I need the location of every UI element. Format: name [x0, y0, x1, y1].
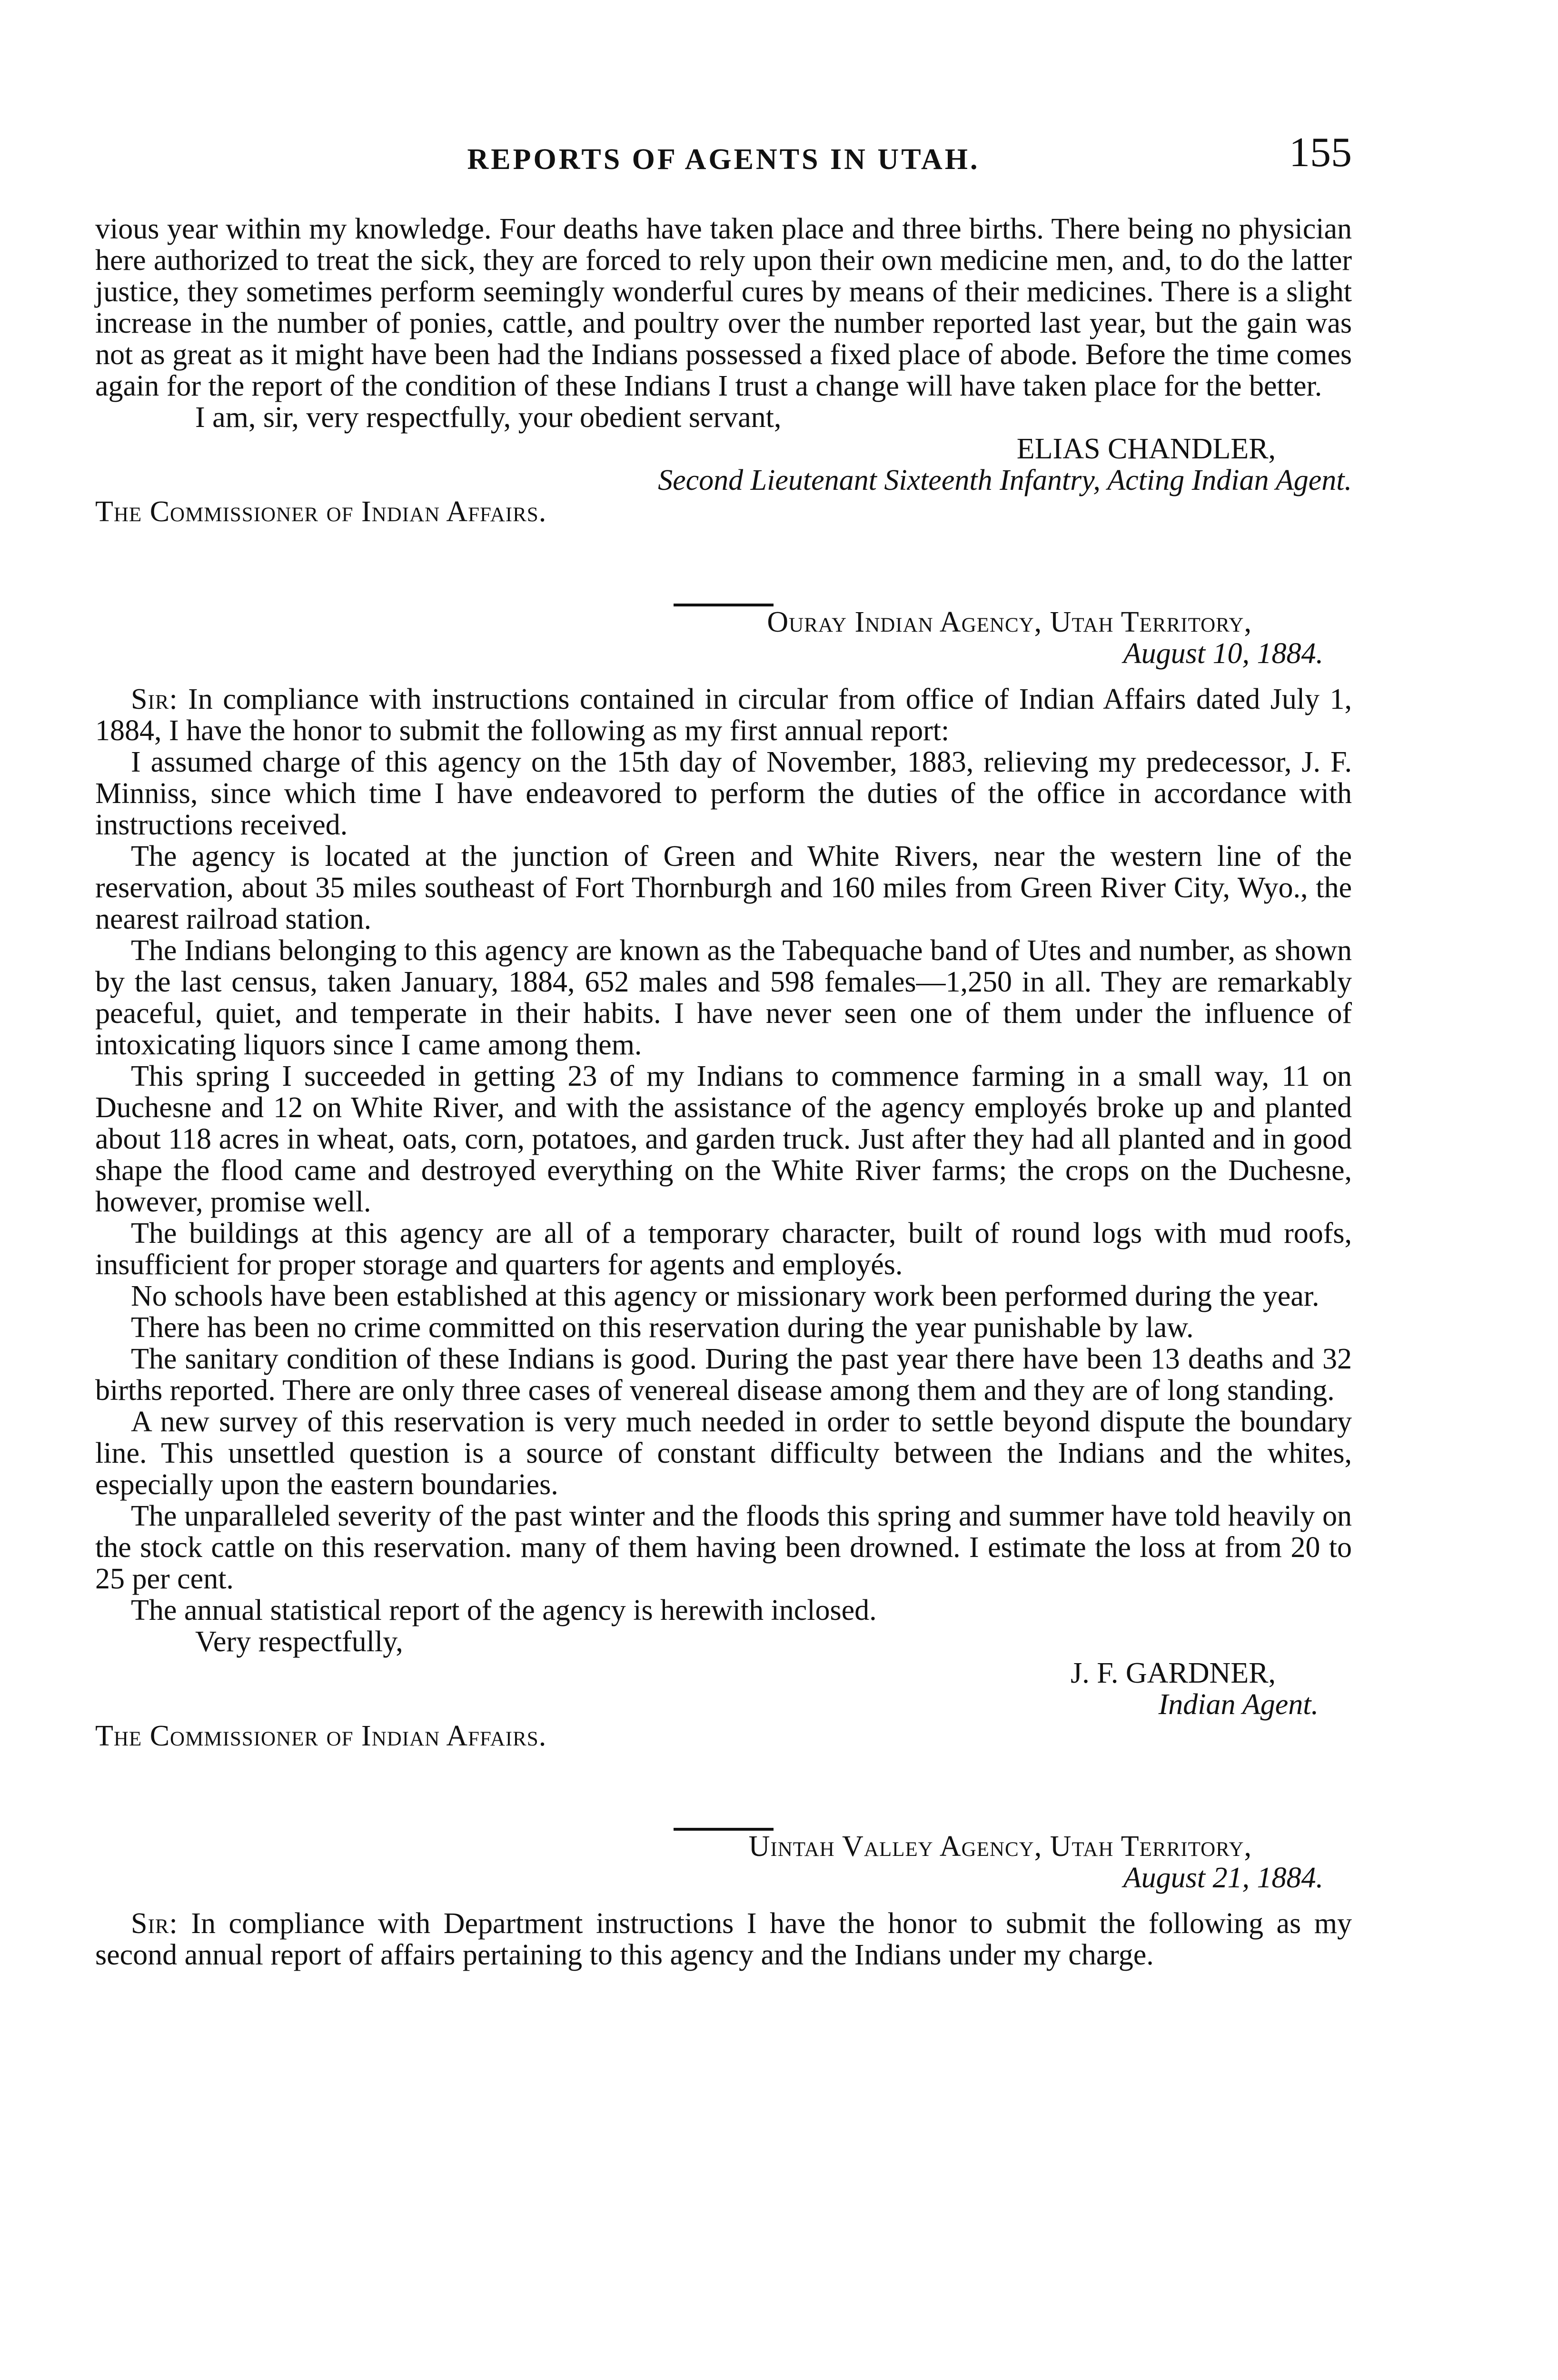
ouray-salutation: Sir: — [131, 683, 178, 715]
page-body — [95, 213, 1352, 1971]
ouray-paragraph-10: A new survey of this reservation is very much needed in order to settle beyond dispute the boundary line. This unsettled question is a source of constant difficulty between the Indians and the whites, especially upon the eastern boundaries. — [95, 1406, 1352, 1501]
ouray-paragraph-4: The Indians belonging to this agency are known as the Tabequache band of Utes and number, as shown by the last census, taken January, 1884, 652 males and 598 females—1,250 in all. They are remarkably peaceful, quiet, and temperate in their habits. I have never seen one of them under the influence of intoxicating liquors since I came among them. — [95, 934, 1352, 1061]
uintah-dateline-place: Uintah Valley Agency, Utah Territory, — [748, 1830, 1252, 1863]
chandler-closing: I am, sir, very respectfully, your obedient servant, — [195, 401, 782, 434]
page-header — [95, 129, 1352, 181]
ouray-paragraph-9: The sanitary condition of these Indians is good. During the past year there have been 13 deaths and 32 births reported. There are only three cases of venereal disease among them and they are of long standing. — [95, 1343, 1352, 1407]
ouray-paragraph-6: The buildings at this agency are all of a temporary character, built of round logs with mud roofs, insufficient for proper storage and quarters for agents and employés. — [95, 1217, 1352, 1281]
uintah-salutation: Sir: — [131, 1907, 178, 1940]
ouray-dateline-date: August 10, 1884. — [1123, 637, 1323, 670]
uintah-paragraph-1-text: In compliance with Department instructions I have the honor to submit the following as my second annual report of affairs pertaining to this agency and the Indians under my charge. — [95, 1907, 1352, 1971]
ouray-paragraph-8: There has been no crime committed on this reservation during the year punishable by law. — [131, 1311, 1194, 1344]
ouray-paragraph-2: I assumed charge of this agency on the 15th day of November, 1883, relieving my predecessor, J. F. Minniss, since which time I have endeavored to perform the duties of the office in accordance with instructions received. — [95, 746, 1352, 841]
ouray-paragraph-12: The annual statistical report of the agency is herewith inclosed. — [131, 1594, 877, 1626]
ouray-paragraph-1-text: In compliance with instructions contained in circular from office of Indian Affairs dated July 1, 1884, I have the honor to submit the following as my first annual report: — [95, 683, 1352, 747]
chandler-signer: ELIAS CHANDLER, — [1016, 433, 1276, 465]
uintah-dateline-date: August 21, 1884. — [1123, 1862, 1323, 1894]
running-title: REPORTS OF AGENTS IN UTAH. — [467, 143, 980, 176]
ouray-signer: J. F. GARDNER, — [1071, 1657, 1276, 1689]
ouray-dateline-place: Ouray Indian Agency, Utah Territory, — [767, 606, 1252, 638]
ouray-paragraph-1 — [95, 684, 1352, 746]
ouray-paragraph-11: The unparalleled severity of the past winter and the floods this spring and summer have told heavily on the stock cattle on this reservation. many of them having been drowned. I estimate the loss at from 20 to 25 per cent. — [95, 1500, 1352, 1595]
ouray-paragraph-7: No schools have been established at this agency or missionary work been performed during the year. — [131, 1280, 1320, 1312]
chandler-signer-title: Second Lieutenant Sixteenth Infantry, Acting Indian Agent. — [658, 464, 1352, 496]
ouray-addressee: The Commissioner of Indian Affairs. — [95, 1720, 547, 1752]
ouray-paragraph-5: This spring I succeeded in getting 23 of my Indians to commence farming in a small way, 11 on Duchesne and 12 on White River, and with the assistance of the agency employés broke up and planted about 118 acres in wheat, oats, corn, potatoes, and garden truck. Just after they had all planted and in good shape the flood came and destroyed everything on the White River farms; the crops on the Duchesne, however, promise well. — [95, 1060, 1352, 1218]
ouray-closing: Very respectfully, — [195, 1626, 403, 1658]
ouray-signer-title: Indian Agent. — [1158, 1688, 1319, 1721]
chandler-addressee: The Commissioner of Indian Affairs. — [95, 496, 547, 528]
chandler-paragraph: vious year within my knowledge. Four deaths have taken place and three births. There being no physician here authorized to treat the sick, they are forced to rely upon their own medicine men, and, to do the latter justice, they sometimes perform seemingly wonderful cures by means of their medicines. There is a slight increase in the number of ponies, cattle, and poultry over the number reported last year, but the gain was not as great as it might have been had the Indians possessed a fixed place of abode. Before the time comes again for the report of the condition of these Indians I trust a change will have taken place for the better. — [95, 213, 1352, 402]
uintah-paragraph-1 — [95, 1908, 1352, 1971]
ouray-paragraph-3: The agency is located at the junction of Green and White Rivers, near the western line of the reservation, about 35 miles southeast of Fort Thornburgh and 160 miles from Green River City, Wyo., the nearest railroad station. — [95, 840, 1352, 935]
page-number: 155 — [1289, 129, 1352, 176]
